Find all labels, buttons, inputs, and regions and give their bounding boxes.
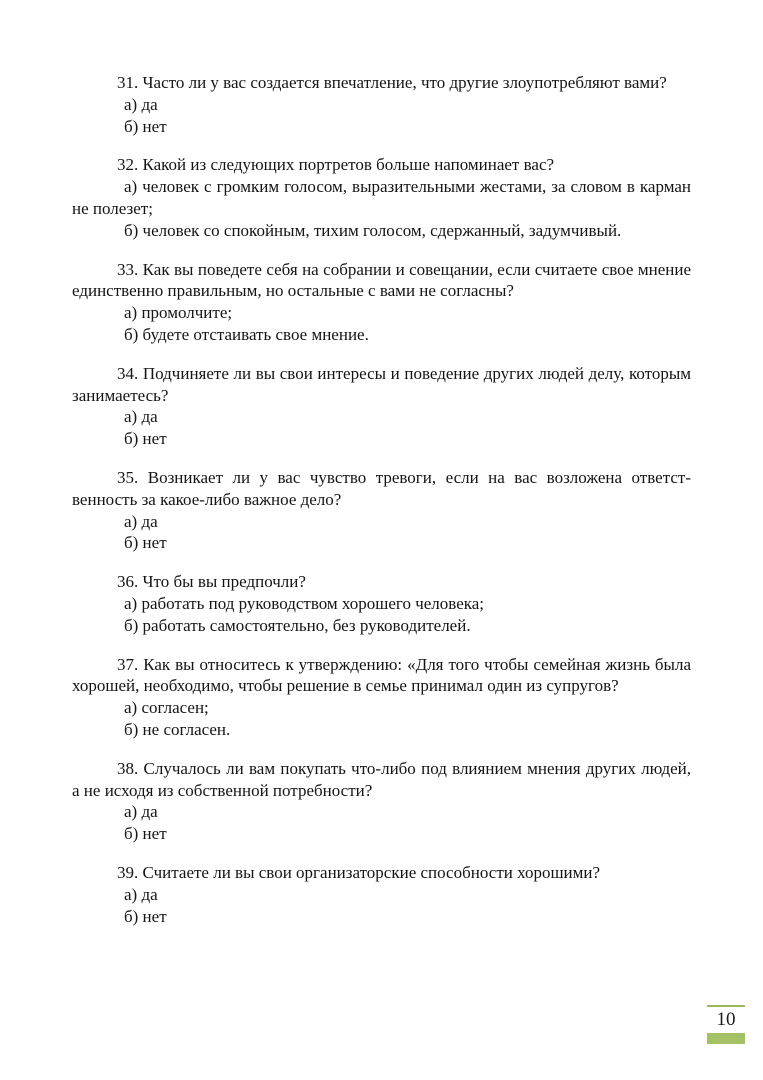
question-option: б) нет — [124, 906, 167, 926]
question-option: а) человек с громким голосом, выразительными жестами, за словом в карман не полезет; — [72, 177, 691, 218]
question-block — [72, 154, 691, 241]
question-option: а) да — [124, 511, 158, 531]
page-number-bar — [707, 1033, 745, 1044]
question-option: а) да — [124, 407, 158, 427]
question-text: 35. Возникает ли у вас чувство тревоги, если на вас возложена ответственность за какое-либо важное дело? — [72, 467, 691, 509]
question-block — [72, 72, 691, 137]
question-block — [72, 654, 691, 741]
question-text: 36. Что бы вы предпочли? — [117, 572, 306, 592]
question-block — [72, 758, 691, 845]
question-block — [72, 862, 691, 927]
question-text: 34. Подчиняете ли вы свои интересы и поведение других людей делу, которым занимаетесь? — [72, 363, 691, 405]
question-text: 37. Как вы относитесь к утверждению: «Для того чтобы семейная жизнь была хорошей, необходимо, чтобы решение в семье принимал один из супругов? — [72, 654, 691, 696]
question-text: 33. Как вы поведете себя на собрании и совещании, если считаете свое мнение единственно правильным, но остальные с вами не согласны? — [72, 259, 691, 301]
question-option: а) промолчите; — [124, 303, 233, 323]
question-block — [72, 467, 691, 554]
question-block — [72, 363, 691, 450]
question-option: б) нет — [124, 116, 167, 136]
question-option: б) нет — [124, 429, 167, 449]
page-number: 10 — [716, 1009, 736, 1030]
page-footer — [707, 1005, 745, 1044]
question-option: б) будете отстаивать свое мнение. — [124, 324, 369, 344]
question-text: 32. Какой из следующих портретов больше напоминает вас? — [117, 155, 555, 175]
question-text: 31. Часто ли у вас создается впечатление, что другие злоупотребляют вами? — [117, 73, 667, 92]
question-option: б) нет — [124, 824, 167, 844]
question-option: а) согласен; — [124, 698, 209, 718]
question-option: б) нет — [124, 533, 167, 553]
question-option: б) человек со спокойным, тихим голосом, сдержанный, задумчивый. — [124, 220, 622, 240]
question-option: а) да — [124, 884, 158, 904]
question-option: а) да — [124, 802, 158, 822]
question-block — [72, 259, 691, 346]
question-option: а) да — [124, 94, 158, 114]
question-text: 38. Случалось ли вам покупать что-либо под влиянием мнения других людей, а не исходя из собственной потребности? — [72, 758, 691, 800]
question-option: а) работать под руководством хорошего человека; — [124, 593, 485, 613]
page-number-rule — [707, 1005, 745, 1007]
question-block — [72, 571, 691, 636]
question-option: б) работать самостоятельно, без руководителей. — [124, 615, 471, 635]
questionnaire — [72, 72, 691, 944]
question-option: б) не согласен. — [124, 719, 231, 739]
question-text: 39. Считаете ли вы свои организаторские способности хорошими? — [117, 862, 601, 882]
